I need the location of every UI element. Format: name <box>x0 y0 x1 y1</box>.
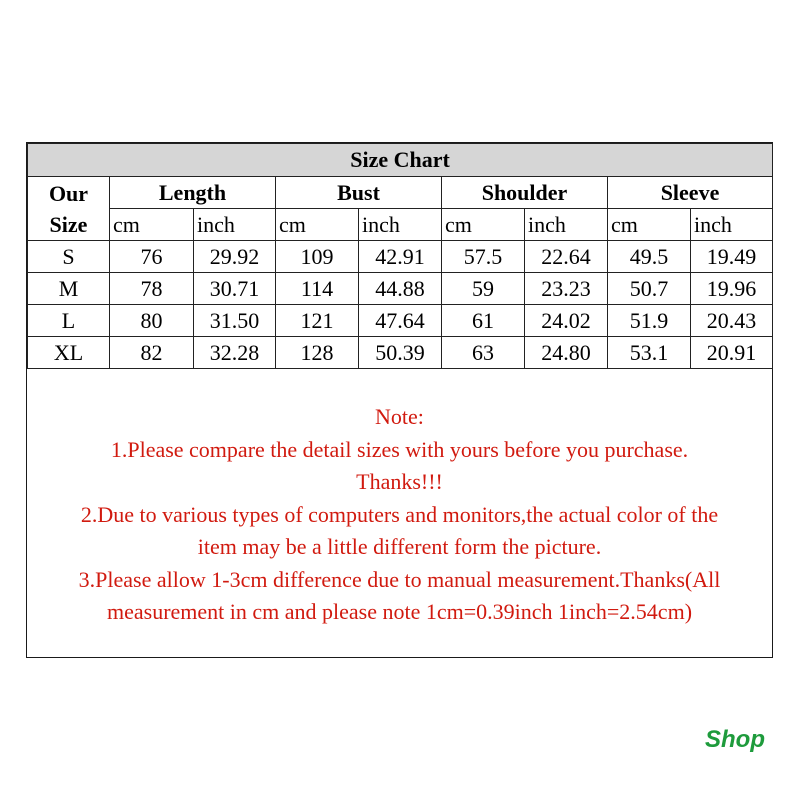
table-cell: 57.5 <box>442 241 525 273</box>
chart-title: Size Chart <box>28 144 773 177</box>
note-heading: Note: <box>375 404 424 429</box>
table-cell: 82 <box>110 337 194 369</box>
group-header-shoulder: Shoulder <box>442 177 608 209</box>
unit-header: cm <box>608 209 691 241</box>
table-cell: 47.64 <box>359 305 442 337</box>
size-header-line-1: Our <box>48 180 89 206</box>
table-cell: 19.49 <box>691 241 773 273</box>
table-cell: 50.7 <box>608 273 691 305</box>
table-row <box>28 273 773 305</box>
note-line: measurement in cm and please note 1cm=0.39inch 1inch=2.54cm) <box>106 599 693 624</box>
note-line: 2.Due to various types of computers and monitors,the actual color of the <box>80 501 719 527</box>
size-cell: L <box>28 305 110 337</box>
table-cell: 59 <box>442 273 525 305</box>
table-row <box>28 337 773 369</box>
group-header-bust: Bust <box>276 177 442 209</box>
unit-header: cm <box>442 209 525 241</box>
table-row <box>28 241 773 273</box>
size-chart <box>26 142 773 658</box>
unit-header: cm <box>110 209 194 241</box>
table-cell: 44.88 <box>359 273 442 305</box>
size-table <box>27 143 773 369</box>
table-cell: 23.23 <box>525 273 608 305</box>
table-cell: 80 <box>110 305 194 337</box>
table-cell: 19.96 <box>691 273 773 305</box>
table-cell: 51.9 <box>608 305 691 337</box>
table-cell: 22.64 <box>525 241 608 273</box>
table-cell: 121 <box>276 305 359 337</box>
note-line: item may be a little different form the picture. <box>197 534 602 559</box>
unit-header: inch <box>359 209 442 241</box>
size-header-line-2: Size <box>49 211 88 237</box>
note-line: 3.Please allow 1-3cm difference due to manual measurement.Thanks(All <box>78 566 721 592</box>
table-cell: 24.02 <box>525 305 608 337</box>
table-cell: 31.50 <box>194 305 276 337</box>
title-row <box>28 144 773 177</box>
table-row <box>28 305 773 337</box>
table-cell: 24.80 <box>525 337 608 369</box>
group-header-length: Length <box>110 177 276 209</box>
table-cell: 63 <box>442 337 525 369</box>
group-header-row <box>28 177 773 209</box>
unit-header-row <box>28 209 773 241</box>
unit-header: inch <box>525 209 608 241</box>
table-cell: 20.91 <box>691 337 773 369</box>
size-cell: XL <box>28 337 110 369</box>
table-cell: 42.91 <box>359 241 442 273</box>
unit-header: inch <box>691 209 773 241</box>
table-cell: 53.1 <box>608 337 691 369</box>
table-cell: 32.28 <box>194 337 276 369</box>
table-cell: 20.43 <box>691 305 773 337</box>
note-block <box>27 401 772 629</box>
table-cell: 76 <box>110 241 194 273</box>
table-cell: 61 <box>442 305 525 337</box>
table-cell: 109 <box>276 241 359 273</box>
size-cell: S <box>28 241 110 273</box>
table-cell: 49.5 <box>608 241 691 273</box>
table-cell: 29.92 <box>194 241 276 273</box>
table-cell: 50.39 <box>359 337 442 369</box>
shop-watermark: Shop <box>705 726 765 753</box>
unit-header: cm <box>276 209 359 241</box>
size-column-header <box>28 177 110 241</box>
table-cell: 114 <box>276 273 359 305</box>
table-cell: 128 <box>276 337 359 369</box>
note-line: 1.Please compare the detail sizes with yours before you purchase. <box>110 436 689 462</box>
table-cell: 78 <box>110 273 194 305</box>
size-cell: M <box>28 273 110 305</box>
group-header-sleeve: Sleeve <box>608 177 773 209</box>
table-cell: 30.71 <box>194 273 276 305</box>
unit-header: inch <box>194 209 276 241</box>
note-line: Thanks!!! <box>356 469 443 494</box>
